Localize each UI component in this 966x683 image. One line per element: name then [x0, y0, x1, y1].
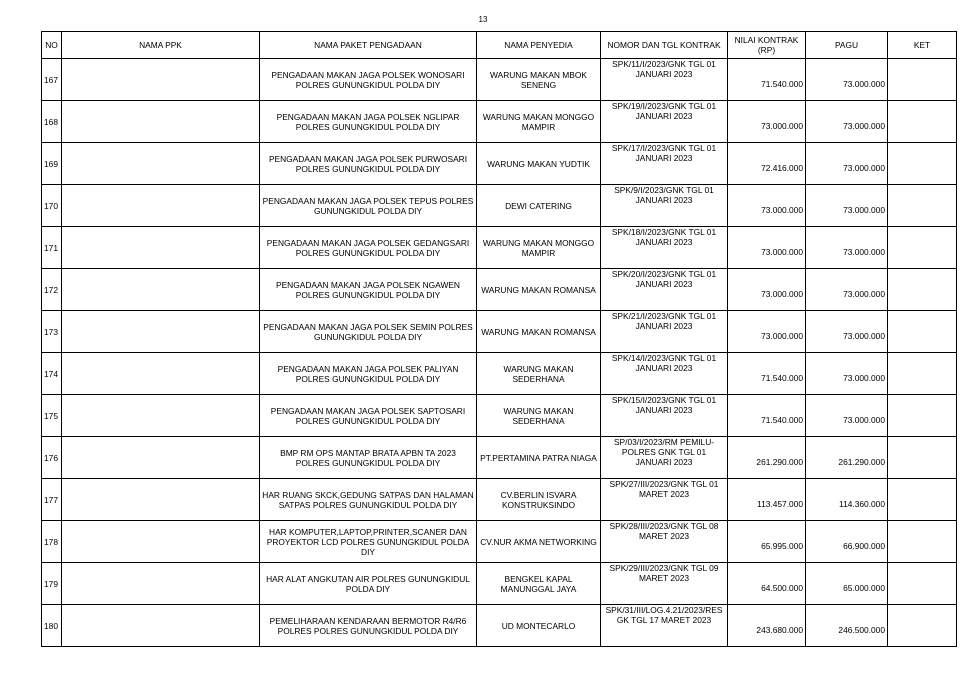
cell-nilai-kontrak-value: 73.000.000: [761, 120, 803, 131]
cell-pagu: [806, 479, 888, 521]
procurement-table: [41, 31, 957, 647]
cell-nama-paket: PENGADAAN MAKAN JAGA POLSEK NGLIPAR POLRES GUNUNGKIDUL POLDA DIY: [260, 101, 477, 143]
cell-nama-ppk: [62, 311, 260, 353]
cell-no: 170: [42, 185, 62, 227]
cell-nilai-kontrak-value: 73.000.000: [761, 288, 803, 299]
cell-pagu: [806, 563, 888, 605]
cell-pagu-value: 73.000.000: [843, 120, 885, 131]
cell-ket: [888, 269, 957, 311]
cell-nama-paket: PEMELIHARAAN KENDARAAN BERMOTOR R4/R6 POLRES POLRES GUNUNGKIDUL POLDA DIY: [260, 605, 477, 647]
cell-nama-paket: PENGADAAN MAKAN JAGA POLSEK SEMIN POLRES GUNUNGKIDUL POLDA DIY: [260, 311, 477, 353]
cell-nilai-kontrak-value: 73.000.000: [761, 204, 803, 215]
cell-nama-ppk: [62, 101, 260, 143]
cell-pagu-value: 65.000.000: [843, 582, 885, 593]
cell-nama-paket: PENGADAAN MAKAN JAGA POLSEK WONOSARI POLRES GUNUNGKIDUL POLDA DIY: [260, 59, 477, 101]
cell-nama-paket: HAR ALAT ANGKUTAN AIR POLRES GUNUNGKIDUL POLDA DIY: [260, 563, 477, 605]
cell-nama-ppk: [62, 143, 260, 185]
cell-no: 176: [42, 437, 62, 479]
cell-nama-penyedia: WARUNG MAKAN MONGGO MAMPIR: [477, 227, 601, 269]
cell-nomor-kontrak: SPK/18/I/2023/GNK TGL 01 JANUARI 2023: [601, 227, 728, 269]
cell-nomor-kontrak: SPK/17/I/2023/GNK TGL 01 JANUARI 2023: [601, 143, 728, 185]
table-header-row: [42, 32, 957, 59]
cell-nilai-kontrak-value: 243.680.000: [756, 624, 803, 635]
cell-nilai-kontrak: [728, 521, 806, 563]
cell-pagu: [806, 521, 888, 563]
cell-no: 180: [42, 605, 62, 647]
table-row: [42, 185, 957, 227]
cell-nama-paket: BMP RM OPS MANTAP BRATA APBN TA 2023 POLRES GUNUNGKIDUL POLDA DIY: [260, 437, 477, 479]
cell-nilai-kontrak-value: 113.457.000: [757, 498, 803, 509]
cell-ket: [888, 605, 957, 647]
cell-ket: [888, 479, 957, 521]
cell-nama-penyedia: CV.BERLIN ISVARA KONSTRUKSINDO: [477, 479, 601, 521]
cell-pagu-value: 73.000.000: [843, 414, 885, 425]
cell-nama-paket: PENGADAAN MAKAN JAGA POLSEK SAPTOSARI POLRES GUNUNGKIDUL POLDA DIY: [260, 395, 477, 437]
cell-nama-ppk: [62, 269, 260, 311]
cell-nilai-kontrak: [728, 479, 806, 521]
cell-nama-penyedia: DEWI CATERING: [477, 185, 601, 227]
cell-pagu-value: 73.000.000: [843, 330, 885, 341]
cell-nilai-kontrak-value: 71.540.000: [761, 414, 803, 425]
cell-nama-penyedia: WARUNG MAKAN YUDTIK: [477, 143, 601, 185]
table-row: [42, 437, 957, 479]
cell-nomor-kontrak: SPK/20/I/2023/GNK TGL 01 JANUARI 2023: [601, 269, 728, 311]
cell-pagu-value: 73.000.000: [843, 288, 885, 299]
cell-nilai-kontrak-value: 65.995.000: [761, 540, 803, 551]
cell-nama-paket: HAR RUANG SKCK,GEDUNG SATPAS DAN HALAMAN SATPAS POLRES GUNUNGKIDUL POLDA DIY: [260, 479, 477, 521]
cell-pagu: [806, 143, 888, 185]
cell-nomor-kontrak: SPK/27/III/2023/GNK TGL 01 MARET 2023: [601, 479, 728, 521]
cell-ket: [888, 143, 957, 185]
cell-nama-penyedia: WARUNG MAKAN MONGGO MAMPIR: [477, 101, 601, 143]
header-nilai-kontrak: NILAI KONTRAK (RP): [728, 32, 806, 59]
cell-nama-ppk: [62, 185, 260, 227]
cell-nilai-kontrak: [728, 59, 806, 101]
cell-nama-ppk: [62, 521, 260, 563]
cell-nomor-kontrak: SPK/31/III/LOG.4.21/2023/RES GK TGL 17 MARET 2023: [601, 605, 728, 647]
cell-nomor-kontrak: SPK/29/III/2023/GNK TGL 09 MARET 2023: [601, 563, 728, 605]
table-row: [42, 521, 957, 563]
cell-nama-penyedia: WARUNG MAKAN ROMANSA: [477, 269, 601, 311]
cell-ket: [888, 311, 957, 353]
cell-nama-penyedia: UD MONTECARLO: [477, 605, 601, 647]
cell-nama-paket: PENGADAAN MAKAN JAGA POLSEK GEDANGSARI POLRES GUNUNGKIDUL POLDA DIY: [260, 227, 477, 269]
table-row: [42, 311, 957, 353]
cell-nama-penyedia: CV.NUR AKMA NETWORKING: [477, 521, 601, 563]
cell-ket: [888, 227, 957, 269]
table-row: [42, 143, 957, 185]
table-row: [42, 479, 957, 521]
header-nama-paket: NAMA PAKET PENGADAAN: [260, 32, 477, 59]
cell-nama-paket: PENGADAAN MAKAN JAGA POLSEK PURWOSARI POLRES GUNUNGKIDUL POLDA DIY: [260, 143, 477, 185]
cell-no: 175: [42, 395, 62, 437]
cell-pagu: [806, 269, 888, 311]
cell-no: 174: [42, 353, 62, 395]
cell-nilai-kontrak: [728, 395, 806, 437]
cell-pagu-value: 261.290.000: [838, 456, 885, 467]
cell-nama-paket: HAR KOMPUTER,LAPTOP,PRINTER,SCANER DAN PROYEKTOR LCD POLRES GUNUNGKIDUL POLDA DIY: [260, 521, 477, 563]
table-row: [42, 605, 957, 647]
table-row: [42, 353, 957, 395]
cell-nama-ppk: [62, 605, 260, 647]
cell-nama-penyedia: WARUNG MAKAN SEDERHANA: [477, 353, 601, 395]
cell-nilai-kontrak: [728, 311, 806, 353]
cell-nilai-kontrak-value: 261.290.000: [756, 456, 803, 467]
cell-nama-ppk: [62, 353, 260, 395]
cell-pagu: [806, 605, 888, 647]
cell-no: 171: [42, 227, 62, 269]
cell-nama-ppk: [62, 563, 260, 605]
cell-ket: [888, 395, 957, 437]
table-row: [42, 101, 957, 143]
cell-nilai-kontrak: [728, 353, 806, 395]
cell-no: 179: [42, 563, 62, 605]
cell-nama-ppk: [62, 479, 260, 521]
cell-nomor-kontrak: SPK/28/III/2023/GNK TGL 08 MARET 2023: [601, 521, 728, 563]
header-no: NO: [42, 32, 62, 59]
cell-no: 177: [42, 479, 62, 521]
cell-nilai-kontrak: [728, 143, 806, 185]
cell-nilai-kontrak-value: 73.000.000: [761, 246, 803, 257]
cell-nama-ppk: [62, 227, 260, 269]
cell-nomor-kontrak: SPK/19/I/2023/GNK TGL 01 JANUARI 2023: [601, 101, 728, 143]
cell-no: 169: [42, 143, 62, 185]
cell-nama-paket: PENGADAAN MAKAN JAGA POLSEK NGAWEN POLRES GUNUNGKIDUL POLDA DIY: [260, 269, 477, 311]
cell-nilai-kontrak-value: 73.000.000: [761, 330, 803, 341]
cell-pagu: [806, 437, 888, 479]
cell-nama-ppk: [62, 59, 260, 101]
cell-nilai-kontrak: [728, 605, 806, 647]
header-nama-penyedia: NAMA PENYEDIA: [477, 32, 601, 59]
cell-nama-penyedia: WARUNG MAKAN SEDERHANA: [477, 395, 601, 437]
cell-nama-penyedia: BENGKEL KAPAL MANUNGGAL JAYA: [477, 563, 601, 605]
cell-nomor-kontrak: SP/03/I/2023/RM PEMILU-POLRES GNK TGL 01 JANUARI 2023: [601, 437, 728, 479]
cell-no: 173: [42, 311, 62, 353]
cell-ket: [888, 101, 957, 143]
cell-ket: [888, 521, 957, 563]
table-row: [42, 227, 957, 269]
cell-nilai-kontrak-value: 71.540.000: [761, 78, 803, 89]
cell-nilai-kontrak: [728, 101, 806, 143]
cell-ket: [888, 563, 957, 605]
header-ket: KET: [888, 32, 957, 59]
cell-nama-penyedia: WARUNG MAKAN ROMANSA: [477, 311, 601, 353]
cell-no: 178: [42, 521, 62, 563]
cell-nilai-kontrak: [728, 269, 806, 311]
table-row: [42, 563, 957, 605]
cell-ket: [888, 185, 957, 227]
table-row: [42, 59, 957, 101]
cell-nilai-kontrak: [728, 227, 806, 269]
cell-pagu-value: 114.360.000: [839, 498, 885, 509]
cell-ket: [888, 59, 957, 101]
cell-pagu-value: 73.000.000: [843, 204, 885, 215]
cell-nomor-kontrak: SPK/11/I/2023/GNK TGL 01 JANUARI 2023: [601, 59, 728, 101]
cell-nilai-kontrak: [728, 563, 806, 605]
table-row: [42, 395, 957, 437]
cell-nilai-kontrak-value: 72.416.000: [761, 162, 803, 173]
cell-nilai-kontrak: [728, 185, 806, 227]
cell-pagu-value: 73.000.000: [843, 162, 885, 173]
cell-pagu: [806, 227, 888, 269]
cell-pagu-value: 246.500.000: [838, 624, 885, 635]
cell-pagu-value: 73.000.000: [843, 372, 885, 383]
cell-nomor-kontrak: SPK/14/I/2023/GNK TGL 01 JANUARI 2023: [601, 353, 728, 395]
page-number: 13: [478, 15, 488, 24]
cell-pagu: [806, 311, 888, 353]
cell-nilai-kontrak-value: 71.540.000: [761, 372, 803, 383]
cell-nama-penyedia: PT.PERTAMINA PATRA NIAGA: [477, 437, 601, 479]
header-nomor-kontrak: NOMOR DAN TGL KONTRAK: [601, 32, 728, 59]
cell-nilai-kontrak-value: 64.500.000: [761, 582, 803, 593]
cell-nilai-kontrak: [728, 437, 806, 479]
cell-pagu: [806, 59, 888, 101]
header-nama-ppk: NAMA PPK: [62, 32, 260, 59]
cell-pagu: [806, 353, 888, 395]
cell-pagu: [806, 185, 888, 227]
cell-ket: [888, 437, 957, 479]
cell-nama-paket: PENGADAAN MAKAN JAGA POLSEK TEPUS POLRES GUNUNGKIDUL POLDA DIY: [260, 185, 477, 227]
cell-nama-penyedia: WARUNG MAKAN MBOK SENENG: [477, 59, 601, 101]
cell-nomor-kontrak: SPK/15/I/2023/GNK TGL 01 JANUARI 2023: [601, 395, 728, 437]
cell-nama-ppk: [62, 395, 260, 437]
cell-nomor-kontrak: SPK/9/I/2023/GNK TGL 01 JANUARI 2023: [601, 185, 728, 227]
header-pagu: PAGU: [806, 32, 888, 59]
cell-no: 168: [42, 101, 62, 143]
cell-pagu: [806, 395, 888, 437]
cell-no: 167: [42, 59, 62, 101]
table-row: [42, 269, 957, 311]
cell-no: 172: [42, 269, 62, 311]
cell-nomor-kontrak: SPK/21/I/2023/GNK TGL 01 JANUARI 2023: [601, 311, 728, 353]
cell-pagu-value: 73.000.000: [843, 246, 885, 257]
cell-nama-paket: PENGADAAN MAKAN JAGA POLSEK PALIYAN POLRES GUNUNGKIDUL POLDA DIY: [260, 353, 477, 395]
cell-ket: [888, 353, 957, 395]
cell-pagu-value: 66.900.000: [843, 540, 885, 551]
cell-pagu: [806, 101, 888, 143]
cell-pagu-value: 73.000.000: [843, 78, 885, 89]
cell-nama-ppk: [62, 437, 260, 479]
